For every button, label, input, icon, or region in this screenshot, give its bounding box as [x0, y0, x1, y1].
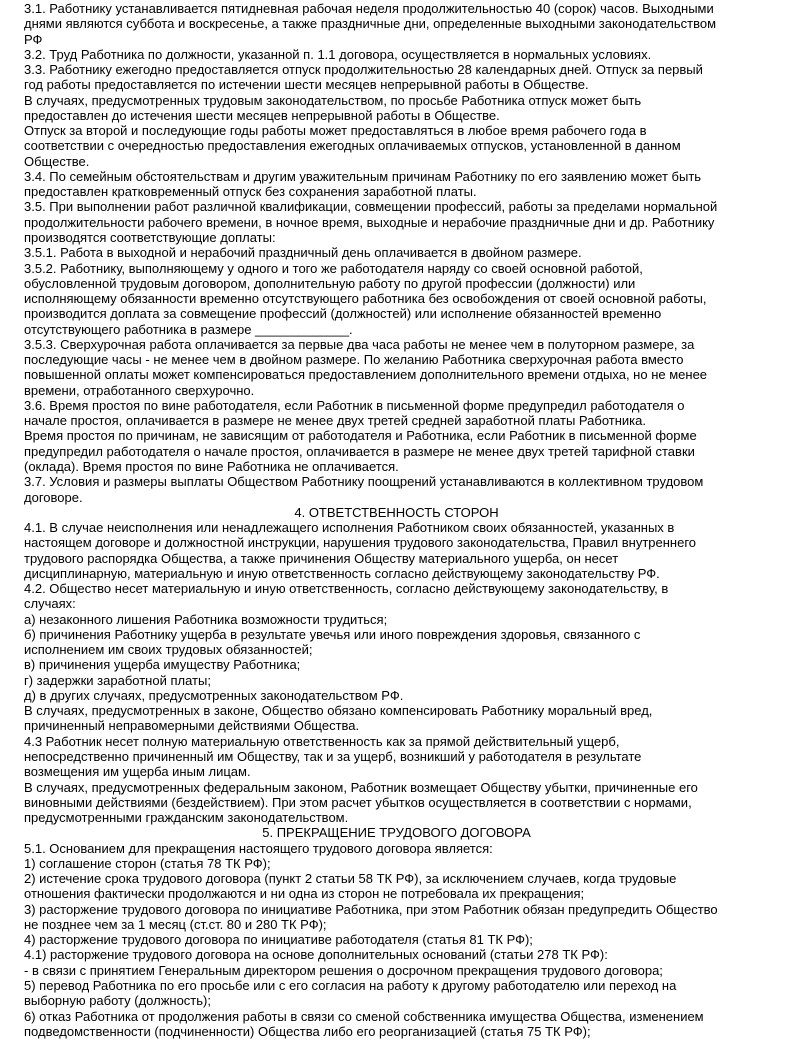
document-line: случаях:: [24, 596, 76, 612]
document-line: в) причинения ущерба имуществу Работника;: [24, 657, 301, 673]
document-line: а) незаконного лишения Работника возможности трудиться;: [24, 611, 388, 627]
document-line: В случаях, предусмотренных трудовым законодательством, по просьбе Работника отпуск может быть: [24, 92, 642, 108]
document-line: В случаях, предусмотренных в законе, Общество обязано компенсировать Работнику моральный вред,: [24, 703, 653, 719]
document-line: предупредил работодателя о начале простоя, оплачивается в размере не менее двух третей тарифной ставки: [24, 443, 695, 459]
document-line: причиненный неправомерными действиями Общества.: [24, 718, 360, 734]
document-line: 3.3. Работнику ежегодно предоставляется отпуск продолжительностью 28 календарных дней. Отпуск за первый: [24, 62, 703, 78]
document-line: исполняющему обязанности временно отсутствующего работника без освобождения от своей основной работы,: [24, 291, 707, 307]
document-line: г) задержки заработной платы;: [24, 672, 211, 688]
document-line: производятся соответствующие доплаты:: [24, 229, 276, 245]
document-line: начале простоя, оплачивается в размере не менее двух третей средней заработной платы Работника.: [24, 413, 646, 429]
document-line: 4) расторжение трудового договора по инициативе работодателя (статья 81 ТК РФ);: [24, 932, 533, 948]
document-line: 3.7. Условия и размеры выплаты Обществом Работнику поощрений устанавливаются в коллективном трудовом: [24, 474, 704, 490]
document-line: 3) расторжение трудового договора по инициативе Работника, при этом Работник обязан предупредить Общество: [24, 901, 718, 917]
document-line: (оклада). Время простоя по вине Работника не оплачивается.: [24, 458, 399, 474]
document-line: отсутствующего работника в размере _____________.: [24, 321, 353, 337]
document-line: 2) истечение срока трудового договора (пункт 2 статьи 58 ТК РФ), за исключением случаев, когда трудовые: [24, 871, 677, 887]
document-line: предоставлен кратковременный отпуск без сохранения заработной платы.: [24, 184, 477, 200]
document-line: дисциплинарную, материальную и иную ответственность согласно действующему законодательству РФ.: [24, 565, 660, 581]
document-line: виновными действиями (бездействием). При этом расчет убытков осуществляется в соответствии с нормами,: [24, 794, 692, 810]
document-line: 3.5.2. Работнику, выполняющему у одного и того же работодателя наряду со своей основной работой,: [24, 260, 643, 276]
document-line: предусмотренными гражданским законодательством.: [24, 810, 349, 826]
section-heading: 5. ПРЕКРАЩЕНИЕ ТРУДОВОГО ДОГОВОРА: [262, 825, 531, 841]
document-line: повышенной оплаты может компенсироваться предоставлением дополнительного времени отдыха, но не менее: [24, 367, 708, 383]
document-line: подведомственности (подчиненности) Общества либо его реорганизацией (статья 75 ТК РФ);: [24, 1023, 591, 1039]
document-line: 4.3 Работник несет полную материальную ответственность как за прямой действительный ущерб,: [24, 733, 620, 749]
document-line: производится доплата за совмещение профессий (должностей) или исполнение обязанностей временно: [24, 306, 662, 322]
document-line: 4.1) расторжение трудового договора на основе дополнительных оснований (статьи 278 ТК РФ):: [24, 947, 608, 963]
document-line: предоставлен до истечения шести месяцев непрерывной работы в Обществе.: [24, 107, 500, 123]
document-line: последующие часы - не менее чем в двойном размере. По желанию Работника сверхурочная работа вместо: [24, 352, 684, 368]
document-line: исполнением им своих трудовых обязанностей;: [24, 642, 313, 658]
document-line: 3.6. Время простоя по вине работодателя, если Работник в письменной форме предупредил работодателя о: [24, 397, 685, 413]
document-line: отношения фактически продолжаются и ни одна из сторон не потребовала их прекращения;: [24, 886, 585, 902]
document-line: д) в других случаях, предусмотренных законодательством РФ.: [24, 687, 404, 703]
document-line: б) причинения Работнику ущерба в результате увечья или иного повреждения здоровья, связанного с: [24, 626, 641, 642]
document-line: 5.1. Основанием для прекращения настоящего трудового договора является:: [24, 840, 493, 856]
document-line: обусловленной трудовым договором, дополнительную работу по другой профессии (должности) или: [24, 275, 636, 291]
document-line: 3.5.1. Работа в выходной и нерабочий праздничный день оплачивается в двойном размере.: [24, 245, 582, 261]
document-line: настоящем договоре и должностной инструкции, нарушения трудового законодательства, Правил внутреннего: [24, 535, 697, 551]
document-line: год работы предоставляется по истечении шести месяцев непрерывной работы в Обществе.: [24, 77, 589, 93]
section-heading: 4. ОТВЕТСТВЕННОСТЬ СТОРОН: [294, 504, 499, 520]
document-line: - в связи с принятием Генеральным директором решения о досрочном прекращения трудового договора;: [24, 962, 663, 978]
document-line: Обществе.: [24, 153, 90, 169]
document-line: 4.1. В случае неисполнения или ненадлежащего исполнения Работником своих обязанностей, указанных в: [24, 520, 675, 536]
document-line: возмещения им ущерба иным лицам.: [24, 764, 251, 780]
document-line: не позднее чем за 1 месяц (ст.ст. 80 и 280 ТК РФ);: [24, 916, 327, 932]
document-line: РФ: [24, 31, 43, 47]
document-line: 6) отказ Работника от продолжения работы в связи со сменой собственника имущества Общества, изменением: [24, 1008, 704, 1024]
document-line: выборную работу (должность);: [24, 993, 211, 1009]
document-line: непосредственно причиненный им Обществу, так и за ущерб, возникший у работодателя в результате: [24, 749, 642, 765]
document-line: продолжительности рабочего времени, в ночное время, выходные и нерабочие праздничные дни и др. Работнику: [24, 214, 715, 230]
document-line: 3.4. По семейным обстоятельствам и другим уважительным причинам Работнику по его заявлению может быть: [24, 168, 702, 184]
document-line: 3.5. При выполнении работ различной квалификации, совмещении профессий, работы за пределами нормальной: [24, 199, 718, 215]
document-line: 4.2. Общество несет материальную и иную ответственность, согласно действующему законодательству, в: [24, 581, 669, 597]
document-line: 3.5.3. Сверхурочная работа оплачивается за первые два часа работы не менее чем в полуторном размере, за: [24, 336, 695, 352]
document-line: Отпуск за второй и последующие годы работы может предоставляться в любое время рабочего года в: [24, 123, 647, 139]
document-line: времени, отработанного сверхурочно.: [24, 382, 255, 398]
document-line: Время простоя по причинам, не зависящим от работодателя и Работника, если Работник в письменной форме: [24, 428, 697, 444]
document-line: 3.1. Работнику устанавливается пятидневная рабочая неделя продолжительностью 40 (сорок) часов. Выходными: [24, 1, 714, 16]
document-line: 1) соглашение сторон (статья 78 ТК РФ);: [24, 855, 271, 871]
document-line: В случаях, предусмотренных федеральным законом, Работник возмещает Обществу убытки, причиненные его: [24, 779, 698, 795]
document-line: днями являются суббота и воскресенье, а также праздничные дни, определенные выходными законодательством: [24, 16, 717, 32]
document-line: 3.2. Труд Работника по должности, указанной п. 1.1 договора, осуществляется в нормальных условиях.: [24, 46, 652, 62]
document-line: трудового распорядка Общества, а также причинения Обществу материального ущерба, он несет: [24, 550, 619, 566]
document-line: договоре.: [24, 489, 83, 505]
document-line: 5) перевод Работника по его просьбе или с его согласия на работу к другому работодателю или переход на: [24, 978, 677, 993]
document-line: соответствии с очередностью предоставления ежегодных оплачиваемых отпусков, установленной в данном: [24, 138, 681, 154]
